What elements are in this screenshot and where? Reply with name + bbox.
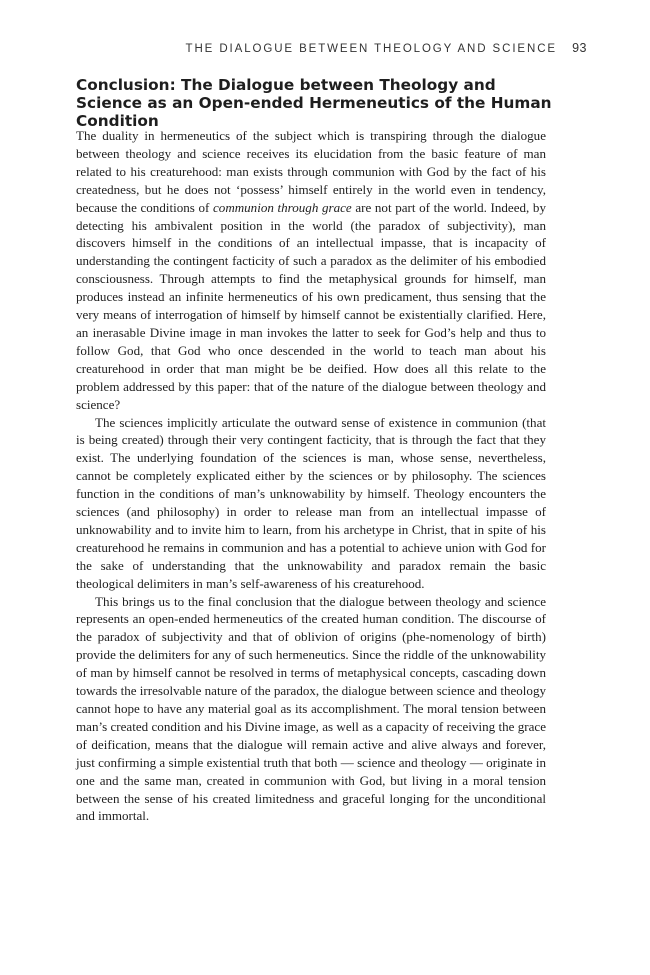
paragraph-1-text-end: are not part of the world. Indeed, by detecting his ambivalent position in the world (the paradox of subjectivity), man discovers himself in the conditions of an intellectual impasse, that is incapacity of understanding the contingent facticity of such a paradox as the delimiter of his embodied consciousness. Through attempts to find the metaphysical grounds for himself, man produces instead an infinite hermeneutics of his own predicament, thus sensing that the very means of interrogation of himself by himself cannot be existentially clarified. Here, an inerasable Divine image in man invokes the latter to seek for God’s help and thus to follow God, that God who once descended in the world to teach man about his creaturehood in order that man might be be deified. How does all this relate to the problem addressed by this paper: that of the nature of the dialogue between theology and science?	[76, 199, 546, 412]
italic-phrase: communion through grace	[213, 199, 352, 215]
running-head	[60, 41, 587, 55]
section-heading: Conclusion: The Dialogue between Theology and Science as an Open-ended Hermeneutics of the Human Condition	[76, 76, 552, 130]
paragraph-3: This brings us to the final conclusion that the dialogue between theology and science represents an open-ended hermeneutics of the created human condition. The discourse of the paradox of subjectivity and that of oblivion of origins (phe-nomenology of birth) provide the delimiters for any of such hermeneutics. Since the riddle of the unknowability of man by himself cannot be resolved in terms of metaphysical concepts, cascading down towards the irresolvable nature of the paradox, the dialogue between science and theology cannot hope to have any material goal as its accomplishment. The moral tension between man’s created condition and his Divine image, as well as a capacity of receiving the grace of deification, means that the dialogue will remain active and alive always and forever, just confirming a simple existential truth that both — science and theology — originate in one and the same man, created in communion with God, but living in a moral tension between the sense of his created limitedness and graceful longing for the unconditional and immortal.	[76, 593, 546, 824]
paragraph-1	[76, 127, 546, 414]
paragraph-2: The sciences implicitly articulate the outward sense of existence in communion (that is being created) through their very contingent facticity, that is through the fact that they exist. The underlying foundation of the sciences is man, whose sense, nevertheless, cannot be completely explicated either by the sciences or by philosophy. The sciences function in the conditions of man’s unknowability by himself. Theology encounters the sciences (and philosophy) in order to release man from an intellectual impasse of unknowability and to invite him to learn, from his archetype in Christ, that in spite of his creaturehood he remains in communion and has a potential to achieve union with God for the sake of understanding that the unknowability and paradox remain the basic theological delimiters in man’s self-awareness of his creaturehood.	[76, 414, 546, 591]
page-number: 93	[572, 41, 587, 55]
running-head-title: THE DIALOGUE BETWEEN THEOLOGY AND SCIENCE	[185, 43, 557, 55]
paragraph-1-text-start: The duality in hermeneutics of the subject which is transpiring through the dialogue between theology and science receives its elucidation from the basic feature of man related to his creaturehood: man exists through communion with God by the fact of his createdness, but he does not ‘possess’ himself entirely in the world even in tendency, because the conditions of	[76, 128, 546, 215]
body-text	[76, 127, 546, 825]
